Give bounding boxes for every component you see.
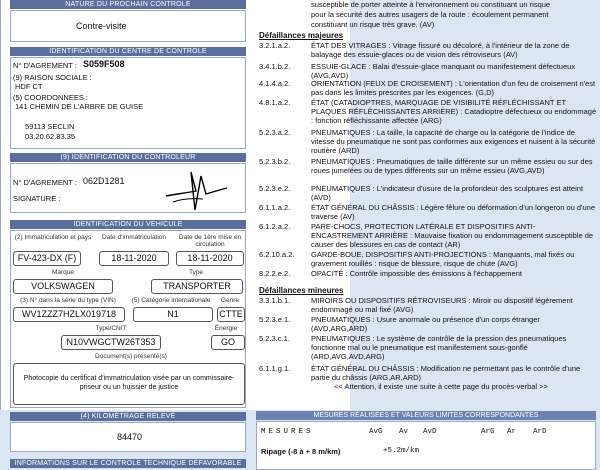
defect-code: 3.2.1.a.2. (259, 41, 291, 50)
measures-col-ar: Ar (507, 428, 517, 436)
cnit-label: Type/CNIT (95, 325, 127, 332)
defect-description: PNEUMATIQUES : La taille, la capacité de charge ou la catégorie de l'indice de vitesse du pneumatique ne sont pas conformes aux exigences et nuisent à la sécurité routière (ARD) (311, 128, 596, 155)
defect-description: PNEUMATIQUES : Le système de contrôle de la pression des pneumatiques fonctionne mal ou le pneumatique est manifestement sous-gonflé (ARD,AVG,AVD,ARG) (311, 334, 567, 361)
intro-line3: constituant un risque très grave. (AV) (311, 20, 435, 29)
defect-code: 4.8.1.a.2. (259, 98, 291, 107)
measures-box (256, 421, 596, 470)
marque-label: Marque (51, 269, 75, 276)
energie-label: Énergie (214, 325, 238, 332)
measures-col-avd: AvD (423, 428, 437, 436)
signature-image (161, 166, 231, 212)
defect-code: 3.4.1.b.2. (259, 62, 291, 71)
next-visit-header: NATURE DU PROCHAIN CONTROLE (10, 0, 246, 9)
defect-description: MIROIRS OU DISPOSITIFS RÉTROVISEURS : Miroir ou dispositif légèrement endommagé ou mal fixé (AVG) (311, 296, 573, 314)
km-header: (4) KILOMÉTRAGE RELEVÉ (10, 412, 246, 421)
next-visit-box (10, 10, 246, 42)
defect-description: PNEUMATIQUES : Usure anormale ou présence d'un corps étranger (AVD,ARG,ARD) (311, 315, 540, 333)
ripage-value: +5.2m/km (383, 447, 420, 455)
controller-agreement-value: 062D1281 (83, 176, 125, 186)
controller-header: (9) IDENTIFICATION DU CONTROLEUR (10, 153, 246, 162)
defect-code: 6.2.10.a.2. (259, 250, 295, 259)
date-immat-value: 18-11-2020 (99, 251, 169, 266)
defect-description: ÉTAT GÉNÉRAL DU CHÂSSIS : Légère fêlure ou déformation d'un longeron ou d'une traverse (AV) (311, 203, 595, 221)
type-label: Type (188, 269, 204, 276)
defect-code: 6.1.2.a.2. (259, 222, 291, 231)
defect-description: ÉTAT (CATADIOPTRES, MARQUAGE DE VISIBILITÉ RÉFLÉCHISSANT ET PLAQUES RÉFLÉCHISSANTES ARRIÈRE) : Catadioptre défectueux ou endommagé : fonction réfléchissante affectée (ARG) (311, 98, 597, 125)
docs-value: Photocopie du certificat d'immatriculation visée par un commissaire-priseur ou un huissier de justice (13, 363, 245, 405)
intro-line1: susceptible de porter atteinte à l'environnement ou constituant un risque (311, 0, 551, 9)
measures-header: MESURES RÉALISÉES ET VALEURS LIMITES CORRESPONDANTES (256, 411, 596, 420)
warning-text: << Attention, il existe une suite à cette page du procès-verbal >> (334, 382, 548, 391)
vin-label: (3) N° dans la série du type (VIN) (20, 297, 116, 304)
genre-value: CTTE (217, 307, 245, 322)
address-line1: 141 CHEMIN DE L'ARBRE DE GUISE (15, 102, 144, 111)
measures-col-av: Av (399, 428, 409, 436)
categorie-value: N1 (133, 307, 213, 322)
info-header: INFORMATIONS SUR LE CONTROLE TECHNIQUE DÉFAVORABLE (10, 459, 246, 468)
defect-code: 5.2.3.e.1. (259, 315, 291, 324)
immat-label: (2) Immatriculation et pays (14, 234, 92, 241)
minor-title: Défaillances mineures (259, 286, 344, 295)
centre-box (10, 57, 246, 149)
defect-code: 6.1.1.a.2. (259, 203, 291, 212)
defect-description: PNEUMATIQUES : Pneumatiques de taille différente sur un même essieu ou sur des roues jumelées ou de types différents sur un même essieu (AVG,AVD) (311, 157, 593, 175)
defect-description: PNEUMATIQUES : L'indicateur d'usure de la profondeur des sculptures est atteint (AVD) (311, 184, 584, 202)
defect-code: 3.3.1.b.1. (259, 296, 291, 305)
defect-code: 4.1.4.a.2. (259, 79, 291, 88)
controller-box (10, 163, 246, 213)
agreement-value: S059F508 (83, 59, 125, 69)
type-value: TRANSPORTER (151, 279, 243, 294)
measures-col-ard: ArD (533, 428, 547, 436)
genre-label: Genre (220, 297, 240, 304)
docs-label: Document(s) présenté(s) (95, 353, 167, 360)
defect-description: ESSUIE-GLACE : Balai d'essuie-glace manquant ou manifestement défectueux (AVG,AVD) (311, 62, 576, 80)
defect-description: ÉTAT DES VITRAGES : Vitrage fissuré ou décoloré, à l'intérieur de la zone de balayage des essuie-glaces ou de vision des rétroviseurs (AV) (311, 41, 570, 59)
raison-label: (9) RAISON SOCIALE : (13, 73, 92, 82)
measures-label: MESURES (261, 428, 314, 436)
agreement-label: N° D'AGREMENT : (13, 61, 77, 70)
defect-code: 5.2.3.a.2. (259, 128, 291, 137)
cnit-value: N10VWGCTW26T353 (61, 335, 161, 350)
vehicle-box (10, 230, 246, 408)
date-circ-label: Date de 1ère mise en circulation (178, 234, 242, 248)
defect-description: PARE-CHOCS, PROTECTION LATÉRALE ET DISPOSITIFS ANTI-ENCASTREMENT ARRIÈRE : Mauvaise fixation ou endommagement susceptible de causer des blessures en cas de contact (AR) (311, 222, 594, 249)
centre-header: IDENTIFICATION DU CENTRE DE CONTROLE (10, 47, 246, 56)
date-immat-label: Date d'immatriculation (101, 234, 167, 241)
major-title: Défaillances majeures (259, 31, 344, 40)
measures-col-arg: ArG (481, 428, 495, 436)
defect-code: 5.2.3.b.2. (259, 157, 291, 166)
defect-code: 8.2.2.e.2. (259, 269, 291, 278)
defect-description: GARDE-BOUE, DISPOSITIFS ANTI-PROJECTIONS : Manquants, mal fixés ou gravement rouillés : risque de blessure, risque de chute (AVG) (311, 250, 575, 268)
km-box (10, 422, 246, 452)
defect-description: OPACITÉ : Contrôle impossible des émissions à l'échappement (311, 269, 522, 278)
phone: 03.20.62.83.35 (25, 132, 76, 141)
defect-description: ORIENTATION (FEUX DE CROISEMENT) : L'orientation d'un feu de croisement n'est pas dans les limites prescrites par les exigences. (G,D) (311, 79, 596, 97)
next-visit-value: Contre-visite (76, 21, 127, 31)
defect-description: ÉTAT GÉNÉRAL DU CHÂSSIS : Modification ne permettant pas le contrôle d'une partie du châssis (ARG,AR,ARD) (311, 364, 581, 382)
measures-col-avg: AvG (369, 428, 383, 436)
address-line2: 59113 SECLIN (25, 122, 75, 131)
defect-code: 5.2.3.c.1. (259, 334, 290, 343)
defect-code: 6.1.1.g.1. (259, 364, 291, 373)
defect-code: 5.2.3.e.2. (259, 184, 291, 193)
categorie-label: (5) Catégorie internationale (131, 297, 211, 304)
ripage-label: Ripage (-8 à + 8 m/km) (261, 447, 341, 456)
raison-value: HDF CT (15, 82, 43, 91)
km-value: 84470 (117, 432, 143, 442)
vehicle-header: IDENTIFICATION DU VEHICULE (10, 220, 246, 229)
energie-value: GO (211, 335, 245, 350)
signature-label: SIGNATURE : (13, 194, 61, 203)
controller-agreement-label: N° D'AGREMENT : (13, 178, 77, 187)
coord-label: (5) COORDONNEES : (13, 93, 89, 102)
date-circ-value: 18-11-2020 (176, 251, 244, 266)
intro-line2: pour la sécurité des autres usagers de la route : écoulement permanent (311, 10, 549, 19)
marque-value: VOLKSWAGEN (13, 279, 113, 294)
immat-value: FV-423-DX (F) (13, 251, 81, 266)
vin-value: WV1ZZZ7HZLX019718 (13, 307, 125, 322)
